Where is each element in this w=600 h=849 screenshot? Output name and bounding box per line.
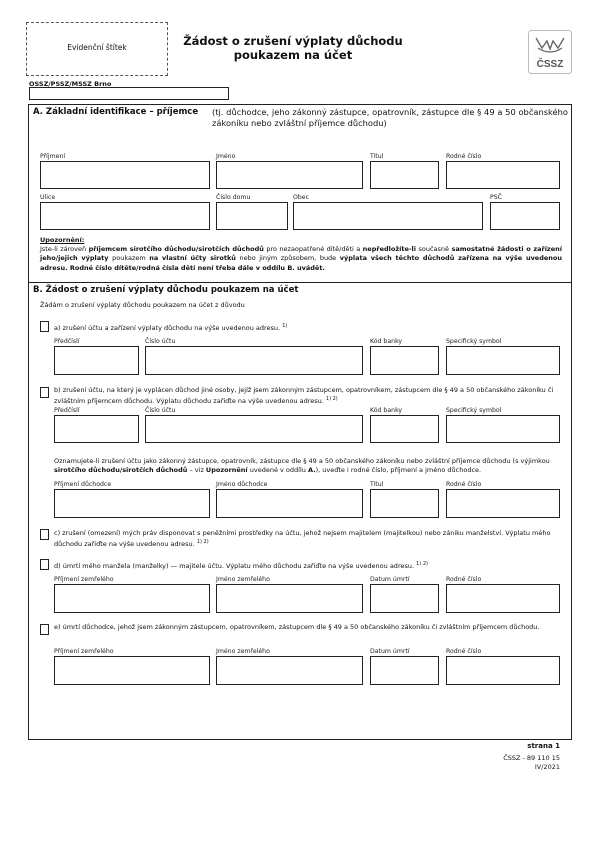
bank-code-field-a[interactable] bbox=[370, 346, 439, 375]
label-stamp-box bbox=[26, 22, 168, 76]
street-label: Ulice bbox=[40, 194, 56, 201]
option-e-checkbox[interactable] bbox=[40, 624, 49, 635]
name-field[interactable] bbox=[216, 161, 363, 189]
street-field[interactable] bbox=[40, 202, 210, 230]
deceased-birth-number-field-d[interactable] bbox=[446, 584, 560, 613]
page-footer bbox=[503, 742, 560, 772]
municipality-field[interactable] bbox=[293, 202, 483, 230]
guardian-note: Oznamujete-li zrušení účtu jako zákonný zástupce, opatrovník, zástupce dle § 49 a 50 občanského zákoníku nebo zvláštní příjemce důchodu (s výjimkou sirotčího důchodu/sirotčích důchodů – viz Upozornění uvedené v oddílu A.), uveďte i rodné číslo, příjmení a jméno důchodce. bbox=[54, 457, 550, 475]
page-number: strana 1 bbox=[527, 742, 560, 750]
death-date-label-e: Datum úmrtí bbox=[370, 648, 410, 655]
option-e-text: e) úmrtí důchodce, jehož jsem zákonným zástupcem, opatrovníkem, zástupcem dle § 49 a 50 občanského zákoníku či zvláštním příjemcem důchodu. bbox=[54, 623, 540, 631]
death-date-field-d[interactable] bbox=[370, 584, 439, 613]
deceased-birth-number-label-d: Rodné číslo bbox=[446, 576, 482, 583]
option-b-text: b) zrušení účtu, na který je vyplácen důchod jiné osoby, jejíž jsem zákonným zástupcem, opatrovníkem, zástupcem dle § 49 a 50 občanského zákoníku či zvláštním příjemcem důchodu. Výplatu důchodu zařiďte na výše uvedenou adresu. $^{1) 2)}$ bbox=[54, 386, 554, 406]
birth-number-label: Rodné číslo bbox=[446, 153, 482, 160]
deceased-name-field-e[interactable] bbox=[216, 656, 363, 685]
title-line-2: poukazem na účet bbox=[233, 48, 353, 62]
pensioner-degree-field[interactable] bbox=[370, 489, 439, 518]
notice-title: Upozornění: bbox=[40, 236, 85, 244]
specific-symbol-field-a[interactable] bbox=[446, 346, 560, 375]
pensioner-degree-label: Titul bbox=[370, 481, 384, 488]
option-d-text: d) úmrtí mého manžela (manželky) — majitele účtu. Výplatu mého důchodu zařiďte na výše uvedenou adresu. $^{1) 2)}$ bbox=[54, 561, 428, 571]
deceased-surname-label-e: Příjmení zemřelého bbox=[54, 648, 114, 655]
deceased-surname-field-e[interactable] bbox=[54, 656, 210, 685]
bank-code-label-a: Kód banky bbox=[370, 338, 403, 345]
office-label: OSSZ/PSSZ/MSSZ Brno bbox=[29, 80, 112, 88]
form-date: IV/2021 bbox=[534, 763, 560, 771]
form-code: ČSSZ - 89 110 15 bbox=[503, 754, 560, 762]
degree-label: Titul bbox=[370, 153, 384, 160]
cssz-logo-icon bbox=[528, 30, 572, 74]
account-label-b: Číslo účtu bbox=[145, 407, 176, 414]
prefix-label-a: Předčíslí bbox=[54, 338, 80, 345]
account-field-b[interactable] bbox=[145, 415, 363, 443]
bank-code-field-b[interactable] bbox=[370, 415, 439, 443]
prefix-label-b: Předčíslí bbox=[54, 407, 80, 414]
deceased-surname-field-d[interactable] bbox=[54, 584, 210, 613]
postal-code-field[interactable] bbox=[490, 202, 560, 230]
section-a-title: A. Základní identifikace – příjemce bbox=[33, 107, 199, 117]
section-divider bbox=[28, 282, 572, 283]
form-title bbox=[178, 34, 408, 62]
deceased-birth-number-label-e: Rodné číslo bbox=[446, 648, 482, 655]
surname-label: Příjmení bbox=[40, 153, 66, 160]
house-number-label: Číslo domu bbox=[216, 194, 251, 201]
option-d-checkbox[interactable] bbox=[40, 559, 49, 570]
pensioner-birth-number-field[interactable] bbox=[446, 489, 560, 518]
prefix-field-a[interactable] bbox=[54, 346, 139, 375]
surname-field[interactable] bbox=[40, 161, 210, 189]
title-line-1: Žádost o zrušení výplaty důchodu bbox=[183, 34, 403, 48]
option-a-checkbox[interactable] bbox=[40, 321, 49, 332]
deceased-birth-number-field-e[interactable] bbox=[446, 656, 560, 685]
municipality-label: Obec bbox=[293, 194, 310, 201]
pensioner-name-label: Jméno důchodce bbox=[216, 481, 268, 488]
option-c-text: c) zrušení (omezení) mých práv disponovat s peněžními prostředky na účtu, jehož nejsem majitelem (majitelkou) nebo zániku manželství. Výplatu mého důchodu zařiďte na výše uvedenou adresu. $^{1) 2)}$ bbox=[54, 529, 551, 549]
pensioner-name-field[interactable] bbox=[216, 489, 363, 518]
cssz-logo bbox=[528, 30, 572, 74]
account-label-a: Číslo účtu bbox=[145, 338, 176, 345]
house-number-field[interactable] bbox=[216, 202, 288, 230]
pensioner-surname-label: Příjmení důchodce bbox=[54, 481, 112, 488]
deceased-surname-label-d: Příjmení zemřelého bbox=[54, 576, 114, 583]
name-label: Jméno bbox=[216, 153, 236, 160]
prefix-field-b[interactable] bbox=[54, 415, 139, 443]
deceased-name-label-e: Jméno zemřelého bbox=[216, 648, 270, 655]
deceased-name-label-d: Jméno zemřelého bbox=[216, 576, 270, 583]
death-date-field-e[interactable] bbox=[370, 656, 439, 685]
pensioner-surname-field[interactable] bbox=[54, 489, 210, 518]
logo-text: ČSSZ bbox=[536, 59, 564, 70]
deceased-name-field-d[interactable] bbox=[216, 584, 363, 613]
postal-code-label: PSČ bbox=[490, 194, 502, 201]
degree-field[interactable] bbox=[370, 161, 439, 189]
bank-code-label-b: Kód banky bbox=[370, 407, 403, 414]
specific-symbol-label-a: Specifický symbol bbox=[446, 338, 502, 345]
option-c-checkbox[interactable] bbox=[40, 529, 49, 540]
section-b-title: B. Žádost o zrušení výplaty důchodu poukazem na účet bbox=[33, 285, 299, 295]
section-a-subtitle: (tj. důchodce, jeho zákonný zástupce, opatrovník, zástupce dle § 49 a 50 občanského zákoníku nebo zvláštní příjemce důchodu) bbox=[212, 107, 568, 128]
stamp-label: Evidenční štítek bbox=[67, 43, 127, 52]
specific-symbol-label-b: Specifický symbol bbox=[446, 407, 502, 414]
pensioner-birth-number-label: Rodné číslo bbox=[446, 481, 482, 488]
option-b-checkbox[interactable] bbox=[40, 387, 49, 398]
notice-text: Jste-li zároveň příjemcem sirotčího důchodu/sirotčích důchodů pro nezaopatřené dítě/děti a nepředložíte-li současně samostatné žádosti o zařízení jeho/jejich výplaty poukazem na vlastní účty sirotků nebo jiným způsobem, bude výplata všech těchto důchodů zařízena na výše uvedenou adresu. Rodné číslo dítěte/rodná čísla dětí není třeba dále v oddílu B. uvádět. bbox=[40, 245, 562, 272]
office-field[interactable] bbox=[29, 87, 229, 100]
specific-symbol-field-b[interactable] bbox=[446, 415, 560, 443]
death-date-label-d: Datum úmrtí bbox=[370, 576, 410, 583]
account-field-a[interactable] bbox=[145, 346, 363, 375]
option-a-text: a) zrušení účtu a zařízení výplaty důchodu na výše uvedenou adresu. $^{1)}$ bbox=[54, 323, 288, 333]
section-b-intro: Žádám o zrušení výplaty důchodu poukazem na účet z důvodu bbox=[40, 301, 245, 309]
birth-number-field[interactable] bbox=[446, 161, 560, 189]
